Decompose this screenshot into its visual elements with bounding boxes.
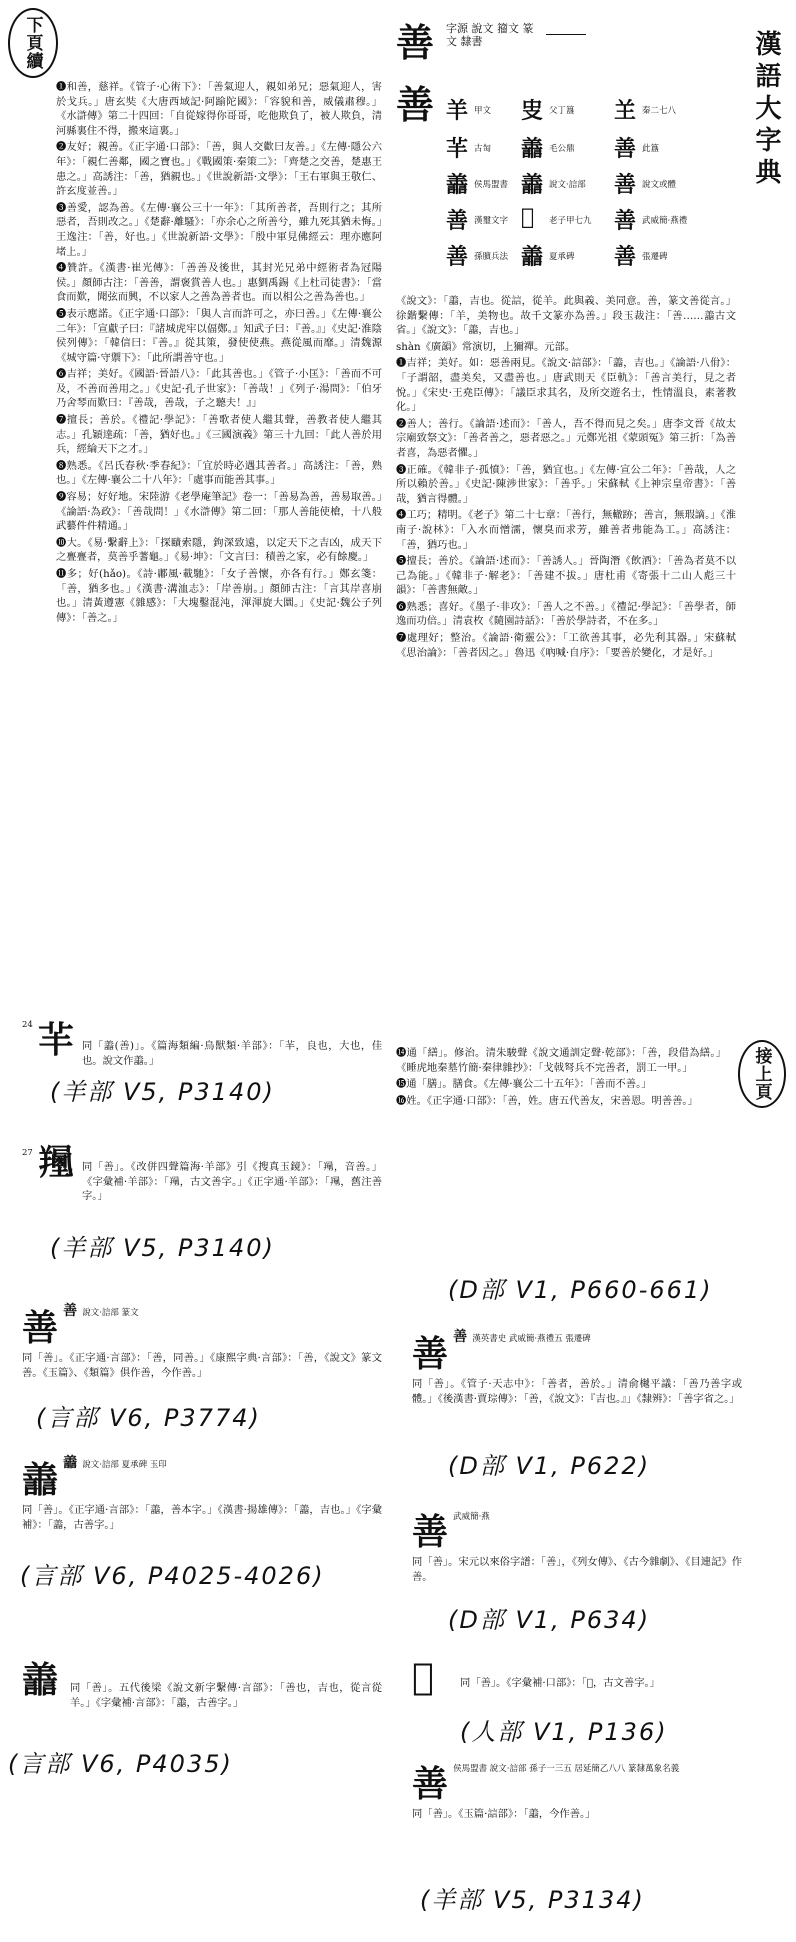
- definition-paragraph: ❷友好；親善。《正字通·口部》：「善，與人交歡曰友善。」《左傳·隱公六年》：「親仁善鄰，國之寶也。」《戰國策·秦策二》：「齊楚之交善，楚惠王患之。」高誘注：「善，猶親也。」《世說新語·文學》：「王右軍與王敬仁、許玄度並善。」: [56, 141, 382, 198]
- form-label: 此簋: [642, 144, 660, 154]
- definition-paragraph: ❻熟悉；喜好。《墨子·非攻》：「善人之不善。」《禮記·學記》：「善學者，師逸而功倍。」清袁枚《隨園詩話》：「善於學詩者，不在多。」: [396, 600, 736, 628]
- headword-char: 善: [396, 20, 435, 65]
- form-glyph: 𦍌: [614, 98, 637, 124]
- handwritten-reference: (羊部 V5, P3140): [50, 1078, 275, 1106]
- entry-variant-c: [22, 1300, 382, 1380]
- definition-paragraph: ❻吉祥；美好。《國語·晉語八》：「此其善也。」《管子·小匡》：「善而不可及，不善而善用之。」《史記·孔子世家》：「善哉！」《列子·湯問》：「伯牙乃舍琴而歎曰：『善哉，善哉，子之聽夫！』」: [56, 368, 382, 410]
- entry-text: 同「善」。《正字通·言部》：「譱，善本字。」《漢書·揚雄傳》：「譱，吉也。」《字彙補》：「譱，古善字。」: [22, 1504, 382, 1531]
- handwritten-reference: (言部 V6, P3774): [36, 1404, 261, 1432]
- entry-number: 27: [22, 1148, 33, 1158]
- entry-source-label: 侯馬盟書 說文·誩部 孫子一三五 居延簡乙八八 篆隸萬象名義: [453, 1764, 680, 1774]
- definition-paragraph: ❺擅長；善於。《論語·述而》：「善誘人。」晉陶潛《飲酒》：「善為者莫不以己為能。」《韓非子·解老》：「善建不拔。」唐杜甫《寄張十二山人彪三十韻》：「善書無敵。」: [396, 555, 736, 597]
- definition-paragraph: ⓰姓。《正字通·口部》：「善，姓。唐五代善友，宋善恩。明善善。」: [396, 1094, 698, 1107]
- headword-variant: 善: [396, 82, 435, 127]
- form-label: 武威簡·燕禮: [642, 216, 688, 226]
- entry-text: 同「善」。宋元以來俗字譜：「善」，《列女傳》、《古今雜劇》、《目連記》作善。: [412, 1556, 742, 1583]
- handwritten-reference: (羊部 V5, P3134): [420, 1886, 645, 1914]
- entry-source-label: 漢英書史 武威簡·燕禮五 張遷碑: [472, 1334, 591, 1344]
- handwritten-reference: (羊部 V5, P3140): [50, 1234, 275, 1262]
- form-glyph: 譱: [521, 136, 544, 162]
- form-glyph: 善: [614, 136, 637, 162]
- entry-char: 𠉅: [412, 1656, 434, 1698]
- form-label: 夏承碑: [549, 252, 575, 262]
- form-glyph: 譱: [521, 244, 544, 270]
- definition-paragraph: ❷善人；善行。《論語·述而》：「善人，吾不得而見之矣。」唐李文晉《故太宗廟致祭文》：「善者善之，惡者惡之。」元鄭光祖《蒙頭冤》第三折：「為善者喜，為惡者懼。」: [396, 417, 736, 459]
- right-definitions: [396, 294, 736, 1020]
- form-label: 甲文: [474, 106, 492, 116]
- entry-variant-b: [22, 1140, 382, 1204]
- form-glyph: 𦍋: [446, 136, 469, 162]
- definition-paragraph: ⓫多；好(hǎo)。《詩·鄘風·載馳》：「女子善懷，亦各有行。」鄭玄箋：「善，猶多也。」《漢書·溝洫志》：「岸善崩。」顏師古注：「言其岸喜崩也。」清黃遵憲《雜感》：「大塊鑿混沌，渾渾旋大圜。」《史記·魏公子列傳》：「善之。」: [56, 568, 382, 624]
- entry-source-label: 武威簡·燕: [453, 1512, 490, 1522]
- entry-sub-char: 譱: [63, 1455, 78, 1471]
- form-glyph: 羊: [446, 98, 469, 124]
- form-glyph: 譱: [521, 172, 544, 198]
- entry-text: 同「善」。《管子·天志中》：「善者，善於。」清俞樾平議：「善乃善字或體。」《後漢書·賈琮傳》：「善，《說文》：『吉也。』」《隸辨》：「善字省之。」: [412, 1378, 742, 1405]
- form-label: 說文或體: [642, 180, 677, 190]
- entry-char: 善: [412, 1333, 449, 1375]
- form-label: 古匋: [474, 144, 492, 154]
- entry-source-label: 說文·誩部 篆文: [82, 1308, 139, 1318]
- entry-variant-e: [22, 1652, 382, 1710]
- definition-paragraph: ⓯通「膳」。膳食。《左傳·襄公二十五年》：「善而不善。」: [396, 1078, 652, 1091]
- right-continued-definitions: [396, 1046, 726, 1266]
- definition-paragraph: ❿大。《易·繫辭上》：「探賾索隱，鉤深致遠，以定天下之吉凶，成天下之亹亹者，莫善乎蓍龜。」《易·坤》：「文言曰：積善之家，必有餘慶。」: [56, 536, 382, 564]
- definition-paragraph: ❺表示應諾。《正字通·口部》：「與人言而許可之，亦曰善。」《左傳·襄公二年》：「宣獻子曰：『諸城虎牢以偪鄭。』知武子曰：『善。』」《史記·淮陰侯列傳》：「韓信曰：『善。』從其策，發使使燕。燕從風而靡。」清魏源《城守篇·守禦下》：「此所謂善守也。」: [56, 307, 382, 364]
- handwritten-reference: (人部 V1, P136): [460, 1718, 668, 1746]
- entry-char: 善: [412, 1763, 449, 1805]
- entry-text: 同「善」。五代後梁《說文新字繫傳·言部》：「善也，吉也，從言從羊。」《字彙補·言部》：「譱，古善字。」: [70, 1682, 382, 1709]
- form-glyph: 㕜: [521, 98, 544, 124]
- entry-text: 同「善」。《玉篇·誩部》：「譱，今作善。」: [412, 1808, 596, 1820]
- handwritten-reference: (D部 V1, P634): [448, 1606, 651, 1634]
- form-label: 侯馬盟書: [474, 180, 509, 190]
- dictionary-title: 漢語大字典: [751, 30, 781, 190]
- form-glyph: 𦎫: [521, 204, 535, 230]
- form-label: 父丁簋: [549, 106, 575, 116]
- entry-char: 𦍋: [37, 1019, 74, 1061]
- left-definitions: [56, 80, 382, 1010]
- entry-variant-d: [22, 1452, 382, 1532]
- definition-paragraph: ⓮通「繕」。修治。清朱駿聲《說文通訓定聲·乾部》：「善，段借為繕。」《睡虎地秦墓竹簡·秦律雜抄》：「戈戟弩兵不完善者，罰工一甲。」: [396, 1047, 726, 1074]
- pronunciation-line: shàn《廣韻》常演切，上獮禪。元部。: [396, 340, 576, 353]
- entry-char: 譱: [22, 1659, 59, 1701]
- entry-text: 同「善」。《字彙補·口部》：「𠉅，古文善字。」: [460, 1677, 660, 1689]
- definition-paragraph: ❶和善，慈祥。《管子·心術下》：「善氣迎人，親如弟兄；惡氣迎人，害於戈兵。」唐玄奘《大唐西域記·阿踰陀國》：「容貌和善，威儀肅穆。」《水滸傳》第二十四回：「自從嫁得你哥哥，吃他欺負了，被人欺負，清河縣裏住不得，搬來這裏。」: [56, 81, 382, 137]
- definition-paragraph: ❹工巧；精明。《老子》第二十七章：「善行，無轍跡；善言，無瑕謫。」《淮南子·說林》：「入水而憎濡，懷臭而求芳，雖善者弗能為工。」高誘注：「善，猶巧也。」: [396, 509, 736, 551]
- form-label: 張遷碑: [642, 252, 668, 262]
- entry-text: 同「善」。《正字通·言部》：「善，同善。」《康熙字典·言部》：「善，《說文》篆文善。《玉篇》、《類篇》俱作善，今作善。」: [22, 1352, 382, 1379]
- definition-paragraph: ❸正確。《韓非子·孤憤》：「善，猶宜也。」《左傳·宣公二年》：「善哉，人之所以賴於善。」《史記·陳涉世家》：「善乎。」宋蘇軾《上神宗皇帝書》：「善哉，猶言得體。」: [396, 463, 736, 505]
- form-label: 說文·誩部: [549, 180, 586, 190]
- form-glyph: 善: [446, 208, 469, 234]
- entry-sub-char: 善: [453, 1329, 468, 1345]
- form-label: 孫臏兵法: [474, 252, 509, 262]
- form-label: 秦二七八: [642, 106, 677, 116]
- handwritten-reference: (D部 V1, P622): [448, 1452, 651, 1480]
- form-glyph: 善: [614, 244, 637, 270]
- definition-paragraph: ❸善愛，認為善。《左傳·襄公三十一年》：「其所善者，吾則行之；其所惡者，吾則改之。」《楚辭·離騷》：「亦余心之所善兮，雖九死其猶未悔。」王逸注：「善，好也。」《世說新語·文學》：「殷中軍見佛經云：理亦應阿堵上。」: [56, 201, 382, 258]
- continued-previous-stamp: 接上頁: [738, 1040, 786, 1108]
- entry-variant-i: [412, 1756, 742, 1822]
- definition-paragraph: ❼擅長；善於。《禮記·學記》：「善歌者使人繼其聲，善教者使人繼其志。」孔穎達疏：「善，猶好也。」《三國演義》第三十九回：「此人善於用兵，經綸天下之才。」: [56, 414, 382, 456]
- form-label: 毛公鼎: [549, 144, 575, 154]
- definition-paragraph: ❽熟悉。《呂氏春秋·季春紀》：「宜於時必遇其善者。」高誘注：「善，熟也。」《左傳·襄公二十八年》：「處事而能善其事。」: [56, 459, 382, 487]
- entry-variant-h: [412, 1656, 742, 1698]
- definition-paragraph: ❼處理好；整治。《論語·衛靈公》：「工欲善其事，必先利其器。」宋蘇軾《思治論》：「善者因之。」魯迅《吶喊·自序》：「要善於變化，才是好。」: [396, 632, 736, 659]
- entry-variant-f: [412, 1326, 742, 1406]
- form-label: 老子甲七九: [549, 216, 592, 226]
- continued-next-stamp: 下頁續: [8, 8, 58, 78]
- entry-char: 譱: [22, 1459, 59, 1501]
- entry-source-label: 說文·誩部 夏承碑 玉印: [82, 1460, 167, 1470]
- headword-top-note: 字源 說文 籀文 篆文 隸書: [446, 22, 534, 48]
- entry-sub-char: 善: [63, 1303, 78, 1319]
- form-glyph: 善: [614, 172, 637, 198]
- definition-paragraph: ❹贊許。《漢書·崔光傳》：「善善及後世，其封光兄弟中經術者為冠陽侯。」顏師古注：「善善，謂褒賞善人也。」惠劉禹錫《上杜司徒書》：「當食而歎，聞弦而興，不以家人之善為善者也。而以相公之善為善也。」: [56, 262, 382, 304]
- handwritten-reference: (言部 V6, P4025-4026): [20, 1562, 325, 1590]
- separator-rule: [546, 34, 586, 35]
- entry-char: 善: [412, 1511, 449, 1553]
- definition-paragraph: ❾容易；好好地。宋陸游《老學庵筆記》卷一：「善易為善，善易取善。」《論語·為政》：「善哉問！」《水滸傳》第二回：「那人善能使槍，十八般武藝件件精通。」: [56, 491, 382, 533]
- form-glyph: 善: [614, 208, 637, 234]
- definition-paragraph: ❶吉祥；美好。如：惡善兩見。《說文·誩部》：「譱，吉也。」《論語·八佾》：「子謂韶，盡美矣，又盡善也。」唐武則天《臣軌》：「善言美行，見之者悅。」《宋史·王堯臣傳》：「議臣求其名，及所交遊名士，性情溫良，素著教化。」: [396, 357, 736, 414]
- headword-block: [396, 12, 736, 284]
- form-label: 漢璽文字: [474, 216, 509, 226]
- form-glyph: 譱: [446, 172, 469, 198]
- handwritten-reference: (D部 V1, P660-661): [448, 1276, 713, 1304]
- entry-char: 善: [22, 1307, 59, 1349]
- definition-paragraph: 《說文》：「譱，吉也。從誩，從羊。此與義、美同意。善，篆文善從言。」徐鍇繫傳：「羊，美物也。故千文篆亦為善。」段玉裁注：「善……譱古文省。」《說文》：「譱，吉也。」: [396, 295, 736, 337]
- entry-number: 24: [22, 1020, 33, 1030]
- entry-variant-a: [22, 1012, 382, 1068]
- entry-char: 𦏍: [37, 1142, 74, 1184]
- handwritten-reference: (言部 V6, P4035): [8, 1750, 233, 1778]
- entry-text: 同「善」。《改併四聲篇海·羊部》引《搜真玉鏡》：「𦏍，音善。」《字彙補·羊部》：「𦏍，古文善字。」《正字通·羊部》：「𦏍，舊注善字。」: [82, 1161, 382, 1203]
- form-glyph: 善: [446, 244, 469, 270]
- entry-variant-g: [412, 1504, 742, 1584]
- entry-text: 同「譱(善)」。《篇海類編·鳥獸類·羊部》：「𦍋，良也，大也，佳也。說文作譱。」: [82, 1040, 382, 1067]
